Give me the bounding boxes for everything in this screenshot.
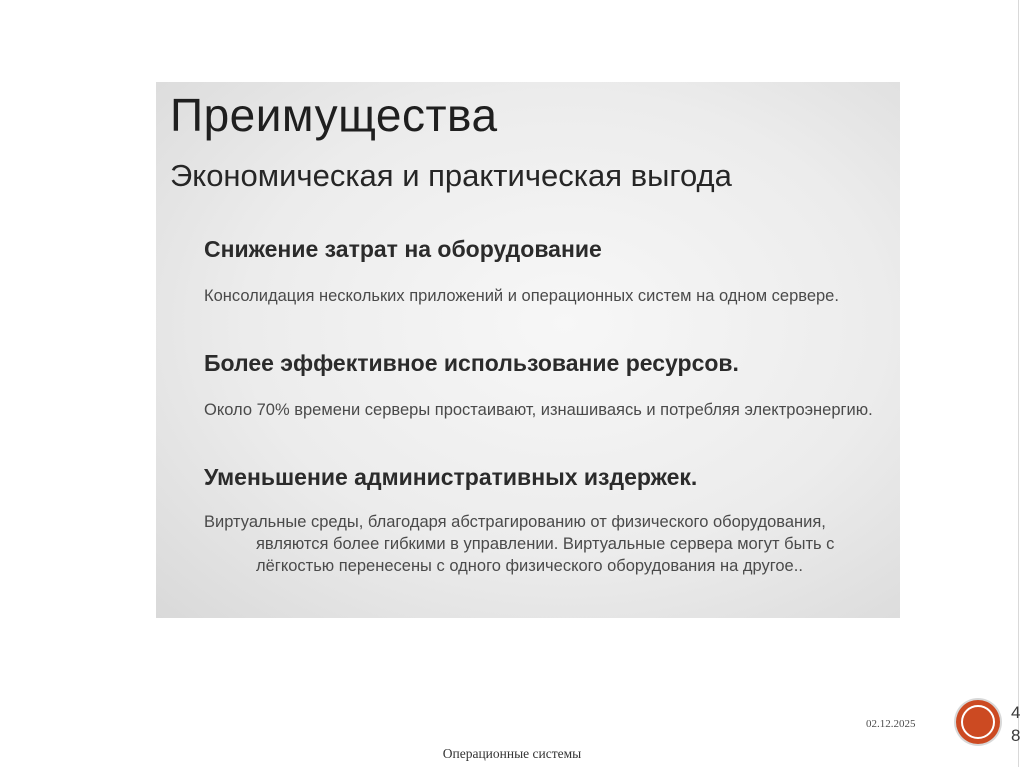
section-text: Консолидация нескольких приложений и операционных систем на одном сервере. xyxy=(204,287,839,305)
section-heading: Снижение затрат на оборудование xyxy=(204,236,602,262)
footer-caption: Операционные системы xyxy=(442,746,582,761)
decorative-circle-icon xyxy=(956,700,1000,744)
section-hardware-costs xyxy=(204,236,884,307)
slide-edge-divider xyxy=(1018,0,1019,767)
slide-title: Преимущества xyxy=(170,89,498,141)
slide-date: 02.12.2025 xyxy=(866,718,916,730)
page-number: 48 xyxy=(1011,703,1021,745)
slide-image-panel xyxy=(156,82,900,618)
slide-subtitle: Экономическая и практическая выгода xyxy=(170,158,732,193)
section-heading: Уменьшение административных издержек. xyxy=(204,464,698,490)
section-heading: Более эффективное использование ресурсов. xyxy=(204,350,739,376)
section-text: Около 70% времени серверы простаивают, изнашиваясь и потребляя электроэнергию. xyxy=(204,401,873,419)
section-resource-usage xyxy=(204,350,884,421)
section-admin-costs xyxy=(204,464,884,577)
section-text: Виртуальные среды, благодаря абстрагированию от физического оборудования, являются более гибкими в управлении. Виртуальные сервера могут быть с лёгкостью перенесены с одного физического оборудования на другое.. xyxy=(204,513,835,575)
decorative-ring xyxy=(961,705,995,739)
